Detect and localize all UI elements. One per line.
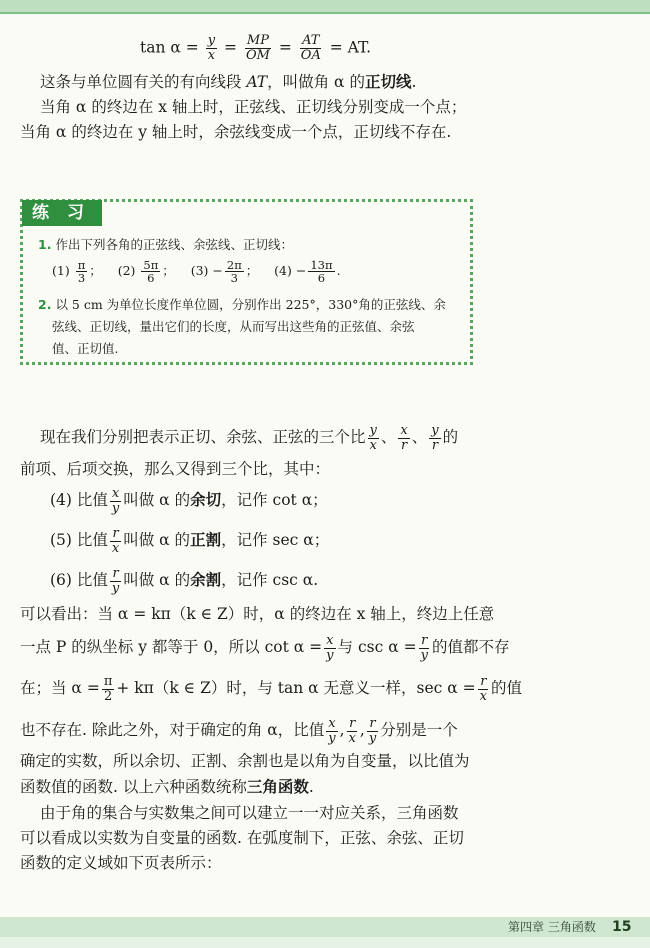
tangent-formula: tan α = $\frac{y}{x}$ = $\frac{MP}{OM}$ = $\frac{AT}{OA}$ = AT. <box>140 33 372 63</box>
paragraph-undefined-line1: 可以看出：当 α = kπ（k ∈ Z）时，α 的终边在 x 轴上，终边上任意 <box>20 605 495 623</box>
paragraph-undefined-line6: 函数值的函数. 以上六种函数统称三角函数. <box>20 777 314 796</box>
exercise-question-2-line1: 2. 以 5 cm 为单位长度作单位圆，分别作出 225°，330°角的正弦线、余 <box>38 297 446 312</box>
item-4: (4) − $\frac{13\pi}{6}$ . <box>274 258 341 285</box>
footer-strip <box>0 937 650 948</box>
definition-secant: (5) 比值 $\frac{r}{x}$ 叫做 α 的正割，记作 sec α； <box>50 525 330 556</box>
item-3: (3) − $\frac{2\pi}{3}$ ； <box>190 258 259 285</box>
paragraph-undefined-line2: 一点 P 的纵坐标 y 都等于 0，所以 cot α = $\frac{x}{y}$ 与 csc α = $\frac{r}{y}$ 的值都不存 <box>20 632 510 663</box>
definition-cotangent: (4) 比值 $\frac{x}{y}$ 叫做 α 的余切，记作 cot α； <box>50 485 328 516</box>
exercise-title: 练习 <box>22 200 102 226</box>
item-2: (2) $\frac{5\pi}{6}$ ； <box>117 258 175 285</box>
page-number: 15 <box>612 919 632 935</box>
item-1: (1) $\frac{\pi}{3}$ ； <box>52 258 102 285</box>
question-number: 2. <box>38 297 52 312</box>
exercise-question-1-items <box>52 258 341 284</box>
paragraph-domain-line3: 函数的定义域如下页表所示： <box>20 854 222 872</box>
formula-rhs: = AT. <box>329 38 372 57</box>
paragraph-three-ratios-line1: 现在我们分别把表示正切、余弦、正弦的三个比 $\frac{y}{x}$ 、 $\frac{x}{r}$ 、 $\frac{y}{r}$ 的 <box>40 422 459 453</box>
paragraph-tangent-line: 这条与单位圆有关的有向线段 AT，叫做角 α 的正切线. <box>40 72 417 91</box>
paragraph-three-ratios-line2: 前项、后项交换，那么又得到三个比，其中： <box>20 460 331 478</box>
exercise-question-2-line2: 弦线、正切线，量出它们的长度，从而写出这些角的正弦值、余弦 <box>52 319 415 334</box>
formula-lhs: tan α = <box>140 38 199 57</box>
paragraph-domain-line2: 可以看成以实数为自变量的函数. 在弧度制下，正弦、余弦、正切 <box>20 829 464 847</box>
top-rule <box>0 12 650 14</box>
exercise-question-1: 1. 作出下列各角的正弦线、余弦线、正切线： <box>38 237 293 252</box>
paragraph-axis-case-line2: 当角 α 的终边在 y 轴上时，余弦线变成一个点，正切线不存在. <box>20 123 452 141</box>
term-tangent-line: 正切线 <box>364 72 412 91</box>
paragraph-undefined-line4: 也不存在. 除此之外，对于确定的角 α，比值 $\frac{x}{y}$ , $\frac{r}{x}$ , $\frac{r}{y}$ 分别是一个 <box>20 715 458 746</box>
fraction-mp-over-om: $\frac{MP}{OM}$ <box>245 33 270 63</box>
definition-cosecant: (6) 比值 $\frac{r}{y}$ 叫做 α 的余割，记作 csc α. <box>50 565 319 596</box>
question-number: 1. <box>38 237 52 252</box>
fraction-y-over-x: $\frac{y}{x}$ <box>207 33 216 63</box>
fraction-at-over-oa: $\frac{AT}{OA}$ <box>300 33 321 63</box>
paragraph-domain-line1: 由于角的集合与实数集之间可以建立一一对应关系，三角函数 <box>40 804 459 822</box>
top-color-band <box>0 0 650 12</box>
paragraph-axis-case-line1: 当角 α 的终边在 x 轴上时，正弦线、正切线分别变成一个点； <box>40 98 467 116</box>
chapter-label: 第四章 三角函数 <box>508 920 596 934</box>
paragraph-undefined-line3: 在；当 α = $\frac{\pi}{2}$ + kπ（k ∈ Z）时，与 tan α 无意义一样，sec α = $\frac{r}{x}$ 的值 <box>20 673 523 704</box>
term-trig-functions: 三角函数 <box>246 777 309 796</box>
paragraph-undefined-line5: 确定的实数，所以余切、正割、余割也是以角为自变量，以比值为 <box>20 752 470 770</box>
exercise-question-2-line3: 值、正切值. <box>52 341 119 356</box>
